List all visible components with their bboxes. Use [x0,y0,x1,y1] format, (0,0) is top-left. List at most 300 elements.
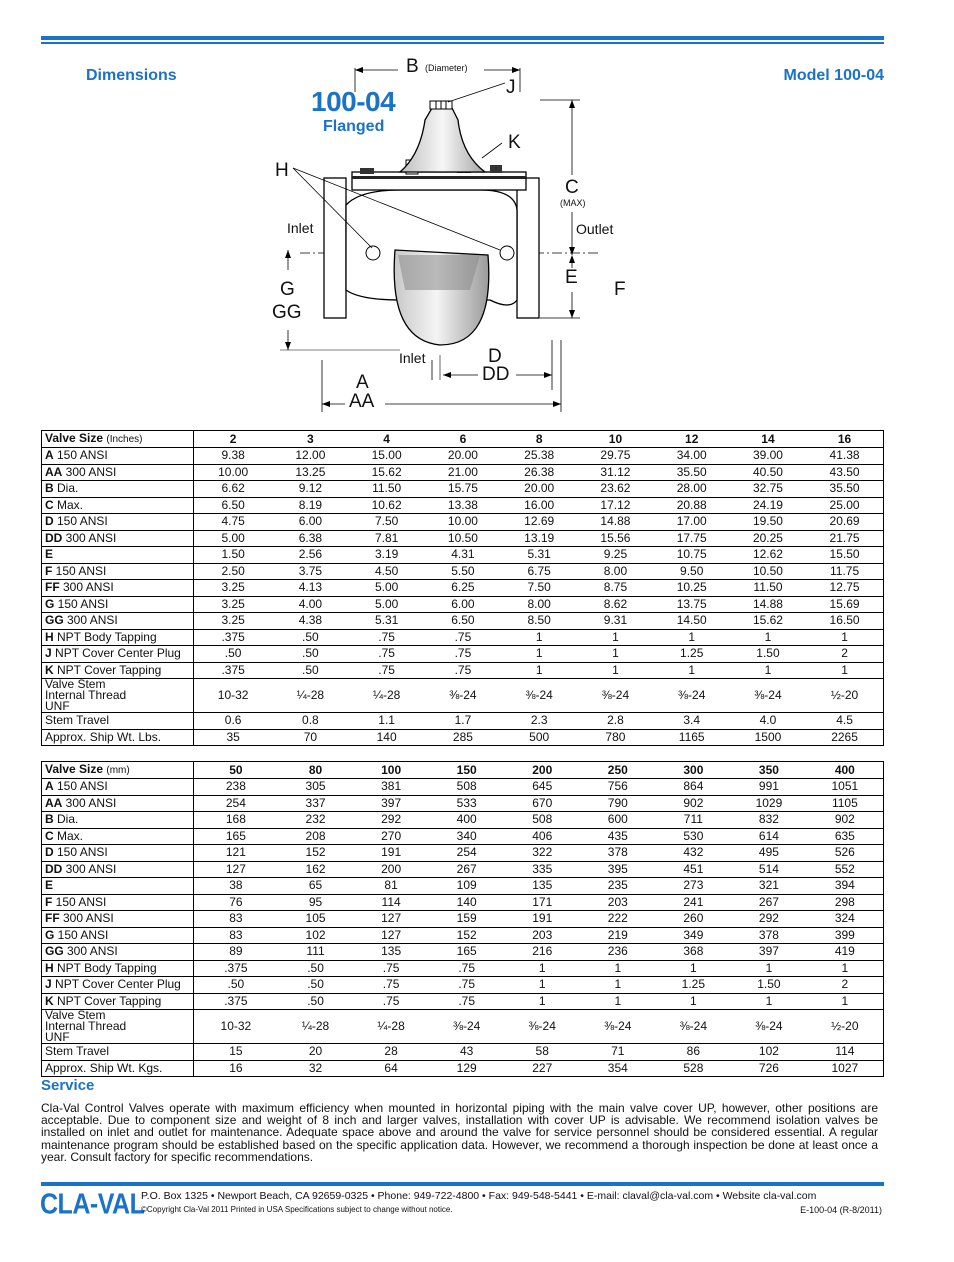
table-cell: 419 [807,944,884,961]
row-label [42,944,194,961]
dim-label-j: J [506,77,516,98]
contact-address: P.O. Box 1325 • Newport Beach, CA 92659-0325 • Phone: 949-722-4800 • Fax: 949-548-5441 • E-mail: claval@cla-val.com • Website cla-val.com [141,1190,817,1202]
dimension-description: 300 ANSI [62,795,117,810]
table-cell: 102 [731,1044,807,1061]
table-cell: 1165 [654,729,730,746]
table-cell: ⅜-24 [425,679,501,713]
table-cell: ¼-28 [278,1010,354,1044]
table-cell: 17.75 [654,530,730,547]
row-label [42,729,194,746]
table-cell: 89 [194,944,278,961]
table-cell: 43 [429,1044,505,1061]
row-label [42,713,194,730]
dim-label-f: F [614,279,626,300]
table-cell: 71 [580,1044,656,1061]
row-label [42,563,194,580]
table-cell: 159 [429,911,505,928]
table-cell: 2.8 [577,713,653,730]
table-cell: 13.75 [654,596,730,613]
table-cell: 1 [577,629,653,646]
table-row [42,1044,884,1061]
table-cell: 400 [429,812,505,829]
dimensions-table-mm [41,761,884,1077]
table-cell: ½-20 [806,679,883,713]
dimension-code: B [45,481,54,496]
size-header-cell: 12 [654,431,730,448]
table-cell: 20.69 [806,514,883,531]
table-cell: 135 [504,878,580,895]
table-cell: 25.00 [806,497,883,514]
table-cell: 4.50 [349,563,425,580]
table-row [42,662,884,679]
dim-label-b: B [406,56,419,77]
table-cell: 20.00 [501,481,577,498]
table-row [42,960,884,977]
table-row [42,530,884,547]
dimension-description: 150 ANSI [54,596,109,611]
dimension-code: AA [45,795,63,810]
table-cell: 508 [429,779,505,796]
table-cell: 1 [807,960,884,977]
table-cell: 200 [353,861,429,878]
table-cell: 11.75 [806,563,883,580]
table-cell: .75 [425,662,501,679]
table-cell: 2 [806,646,883,663]
table-row [42,861,884,878]
table-cell: 1 [807,993,884,1010]
dimension-code: C [45,497,54,512]
table-cell: 3.25 [194,613,273,630]
dimension-code: D [45,514,54,529]
table-cell: 645 [504,779,580,796]
dimension-description: Dia. [53,481,79,496]
table-cell: 35.50 [654,464,730,481]
table-cell: 10-32 [194,679,273,713]
table-cell: 298 [807,894,884,911]
outlet-label: Outlet [576,221,614,237]
table-cell: 191 [353,845,429,862]
row-label [42,497,194,514]
row-label [42,828,194,845]
dimension-code: DD [45,530,63,545]
row-label [42,464,194,481]
table-cell: ⅜-24 [730,679,806,713]
table-cell: 15.62 [349,464,425,481]
table-cell: .75 [353,960,429,977]
table-cell: 83 [194,911,278,928]
dimension-description: Stem Travel [45,1044,110,1059]
table-cell: 273 [656,878,732,895]
table-row [42,911,884,928]
table-cell: 238 [194,779,278,796]
table-cell: 292 [731,911,807,928]
table-cell: 354 [580,1060,656,1077]
table-cell: 6.00 [272,514,348,531]
table-cell: 9.50 [654,563,730,580]
table-cell: 7.50 [501,580,577,597]
table-cell: 111 [278,944,354,961]
dim-label-a: A [356,372,369,393]
table-cell: 16.50 [806,613,883,630]
table-cell: ⅜-24 [580,1010,656,1044]
table-cell: 222 [580,911,656,928]
size-header-cell: 8 [501,431,577,448]
size-header-cell: 14 [730,431,806,448]
table-cell: 32 [278,1060,354,1077]
row-label [42,1010,194,1044]
table-cell: 15.56 [577,530,653,547]
table-cell: 14.50 [654,613,730,630]
table-cell: 8.19 [272,497,348,514]
table-cell: 337 [278,795,354,812]
table-cell: 15.69 [806,596,883,613]
table-cell: .75 [425,629,501,646]
table-cell: 11.50 [349,481,425,498]
table-cell: 1.1 [349,713,425,730]
table-cell: 1.7 [425,713,501,730]
row-label [42,927,194,944]
row-label [42,596,194,613]
table-cell: 3.25 [194,596,273,613]
dimension-description: 300 ANSI [63,613,118,628]
table-cell: 140 [349,729,425,746]
table-cell: 12.62 [730,547,806,564]
table-cell: 41.38 [806,448,883,465]
size-header-cell: 3 [272,431,348,448]
table-cell: 10.25 [654,580,730,597]
table-cell: 2.3 [501,713,577,730]
dimensions-table-inches [41,430,884,746]
table-cell: 6.50 [194,497,273,514]
table-cell: ⅜-24 [577,679,653,713]
service-heading: Service [41,1077,95,1094]
table-cell: 4.00 [272,596,348,613]
dimension-description: Valve Stem Internal Thread UNF [45,1008,130,1044]
table-cell: 432 [656,845,732,862]
dim-note-diameter: (Diameter) [425,63,468,73]
table-cell: 65 [278,878,354,895]
row-label [42,779,194,796]
table-header-row [42,431,884,448]
table-cell: 1 [504,977,580,994]
table-cell: ⅜-24 [501,679,577,713]
table-row [42,679,884,713]
inlet-label: Inlet [287,220,314,236]
dimension-description: 150 ANSI [54,927,109,942]
row-label [42,580,194,597]
table-row [42,514,884,531]
table-cell: 11.50 [730,580,806,597]
dim-label-k: K [508,132,521,153]
table-cell: 127 [194,861,278,878]
table-row [42,977,884,994]
table-cell: 394 [807,878,884,895]
table-cell: 241 [656,894,732,911]
table-cell: .375 [194,960,278,977]
table-row [42,464,884,481]
table-cell: 10.50 [730,563,806,580]
table-cell: 324 [807,911,884,928]
dimension-description: 150 ANSI [53,845,108,860]
table-cell: 13.25 [272,464,348,481]
table-row [42,448,884,465]
size-header-cell: 250 [580,762,656,779]
table-cell: 14.88 [577,514,653,531]
table-cell: 34.00 [654,448,730,465]
row-label [42,1060,194,1077]
row-label [42,795,194,812]
dimension-description: NPT Body Tapping [53,629,157,644]
dimension-description: Max. [53,497,84,512]
table-row [42,713,884,730]
table-cell: 10.75 [654,547,730,564]
dim-label-gg: GG [272,302,302,323]
table-cell: 600 [580,812,656,829]
table-cell: 1500 [730,729,806,746]
dimension-description: 150 ANSI [53,779,108,794]
table-cell: 322 [504,845,580,862]
table-cell: 864 [656,779,732,796]
row-label [42,878,194,895]
table-cell: 1051 [807,779,884,796]
table-cell: 335 [504,861,580,878]
size-header-cell: 16 [806,431,883,448]
table-cell: .375 [194,629,273,646]
dim-label-c: C [565,177,579,198]
row-label [42,547,194,564]
table-cell: 165 [194,828,278,845]
size-header-cell: 100 [353,762,429,779]
table-cell: 25.38 [501,448,577,465]
size-header-cell: 80 [278,762,354,779]
table-cell: 216 [504,944,580,961]
dim-label-dd: DD [482,364,510,385]
copyright-line: ©Copyright Cla-Val 2011 Printed in USA Specifications subject to change without notice. [141,1205,453,1214]
model-subtitle: Flanged [323,118,385,135]
table-cell: 526 [807,845,884,862]
table-cell: 1 [731,993,807,1010]
size-header-cell: 6 [425,431,501,448]
dimension-code: K [45,662,54,677]
dimension-code: K [45,993,54,1008]
table-cell: 14.88 [730,596,806,613]
dimension-description: 300 ANSI [59,580,114,595]
table-cell: 1 [656,993,732,1010]
row-label [42,481,194,498]
size-header-cell: 350 [731,762,807,779]
table-cell: 10.50 [425,530,501,547]
dimension-code: A [45,779,54,794]
table-cell: 1.25 [656,977,732,994]
table-cell: ¼-28 [349,679,425,713]
table-cell: 15 [194,1044,278,1061]
top-rule-thin [41,42,884,44]
dimension-code: H [45,960,54,975]
table-cell: 10.00 [425,514,501,531]
table-cell: 236 [580,944,656,961]
table-cell: 135 [353,944,429,961]
table-cell: 6.75 [501,563,577,580]
table-cell: 1 [580,960,656,977]
valve-size-header [42,762,194,779]
table-cell: 227 [504,1060,580,1077]
table-cell: 381 [353,779,429,796]
table-cell: 208 [278,828,354,845]
table-cell: 39.00 [730,448,806,465]
table-cell: 8.00 [501,596,577,613]
table-cell: 726 [731,1060,807,1077]
dim-note-max: (MAX) [560,198,586,208]
dim-label-h: H [275,160,289,181]
table-row [42,795,884,812]
size-header-cell: 150 [429,762,505,779]
table-cell: 21.75 [806,530,883,547]
table-cell: 7.50 [349,514,425,531]
table-cell: 17.00 [654,514,730,531]
table-cell: 254 [194,795,278,812]
table-cell: 15.62 [730,613,806,630]
table-cell: 3.4 [654,713,730,730]
table-cell: 832 [731,812,807,829]
table-cell: 15.75 [425,481,501,498]
table-cell: 6.00 [425,596,501,613]
dimension-code: AA [45,464,63,479]
dimension-code: DD [45,861,63,876]
unit-label: (Inches) [106,434,143,445]
table-cell: .75 [349,662,425,679]
table-row [42,1060,884,1077]
table-row [42,1010,884,1044]
table-cell: .50 [272,662,348,679]
table-cell: 711 [656,812,732,829]
dimension-code: D [45,845,54,860]
table-cell: 31.12 [577,464,653,481]
table-cell: 4.0 [730,713,806,730]
table-cell: 28 [353,1044,429,1061]
dimension-description: Approx. Ship Wt. Lbs. [45,729,162,744]
table-header-row [42,762,884,779]
table-cell: ⅜-24 [429,1010,505,1044]
dimension-description: 300 ANSI [59,911,114,926]
dimension-description: Max. [53,828,84,843]
table-row [42,729,884,746]
table-row [42,629,884,646]
table-cell: 95 [278,894,354,911]
table-row [42,993,884,1010]
table-cell: 5.50 [425,563,501,580]
dimension-description: 150 ANSI [53,448,108,463]
table-cell: 9.12 [272,481,348,498]
table-cell: 8.50 [501,613,577,630]
table-cell: 1.50 [730,646,806,663]
table-cell: 378 [731,927,807,944]
table-cell: 285 [425,729,501,746]
table-cell: 168 [194,812,278,829]
table-cell: ⅜-24 [731,1010,807,1044]
table-cell: 780 [577,729,653,746]
table-cell: 1027 [807,1060,884,1077]
table-cell: ⅜-24 [656,1010,732,1044]
dimension-code: FF [45,580,60,595]
table-cell: .75 [429,993,505,1010]
table-cell: 9.38 [194,448,273,465]
table-cell: .75 [429,977,505,994]
table-cell: 4.5 [806,713,883,730]
dimension-description: 150 ANSI [52,894,107,909]
dimension-code: G [45,927,55,942]
bottom-rule [41,1182,884,1186]
table-cell: 171 [504,894,580,911]
table-cell: 1 [731,960,807,977]
dimension-description: Valve Stem Internal Thread UNF [45,677,130,713]
table-cell: 514 [731,861,807,878]
table-cell: 349 [656,927,732,944]
table-cell: 81 [353,878,429,895]
table-cell: 165 [429,944,505,961]
table-cell: 32.75 [730,481,806,498]
table-row [42,894,884,911]
table-row [42,497,884,514]
table-row [42,613,884,630]
table-cell: 235 [580,878,656,895]
table-cell: 1 [504,960,580,977]
table-cell: 43.50 [806,464,883,481]
table-cell: .375 [194,662,273,679]
row-label [42,845,194,862]
table-cell: 0.8 [272,713,348,730]
row-label [42,613,194,630]
table-cell: 3.19 [349,547,425,564]
dimension-code: F [45,563,53,578]
table-cell: 114 [807,1044,884,1061]
table-cell: 13.19 [501,530,577,547]
table-cell: 20 [278,1044,354,1061]
table-cell: 13.38 [425,497,501,514]
table-cell: 5.31 [501,547,577,564]
row-label [42,448,194,465]
table-cell: 15.50 [806,547,883,564]
table-cell: 86 [656,1044,732,1061]
table-cell: 2 [807,977,884,994]
table-cell: 121 [194,845,278,862]
table-cell: 10.00 [194,464,273,481]
table-cell: 40.50 [730,464,806,481]
table-cell: .75 [425,646,501,663]
dim-label-d: D [488,346,502,367]
dimension-code: G [45,596,55,611]
size-header-cell: 50 [194,762,278,779]
table-cell: 530 [656,828,732,845]
table-cell: 5.00 [349,596,425,613]
table-cell: .50 [194,977,278,994]
table-cell: 991 [731,779,807,796]
table-cell: .75 [429,960,505,977]
dim-label-g: G [280,279,295,300]
row-label [42,960,194,977]
table-cell: 1 [730,662,806,679]
size-header-cell: 400 [807,762,884,779]
dimension-description: 300 ANSI [62,530,117,545]
table-cell: 1029 [731,795,807,812]
table-cell: .75 [353,977,429,994]
table-cell: 26.38 [501,464,577,481]
row-label [42,812,194,829]
table-cell: 340 [429,828,505,845]
table-cell: 19.50 [730,514,806,531]
size-header-cell: 300 [656,762,732,779]
table-cell: 16 [194,1060,278,1077]
table-cell: 451 [656,861,732,878]
